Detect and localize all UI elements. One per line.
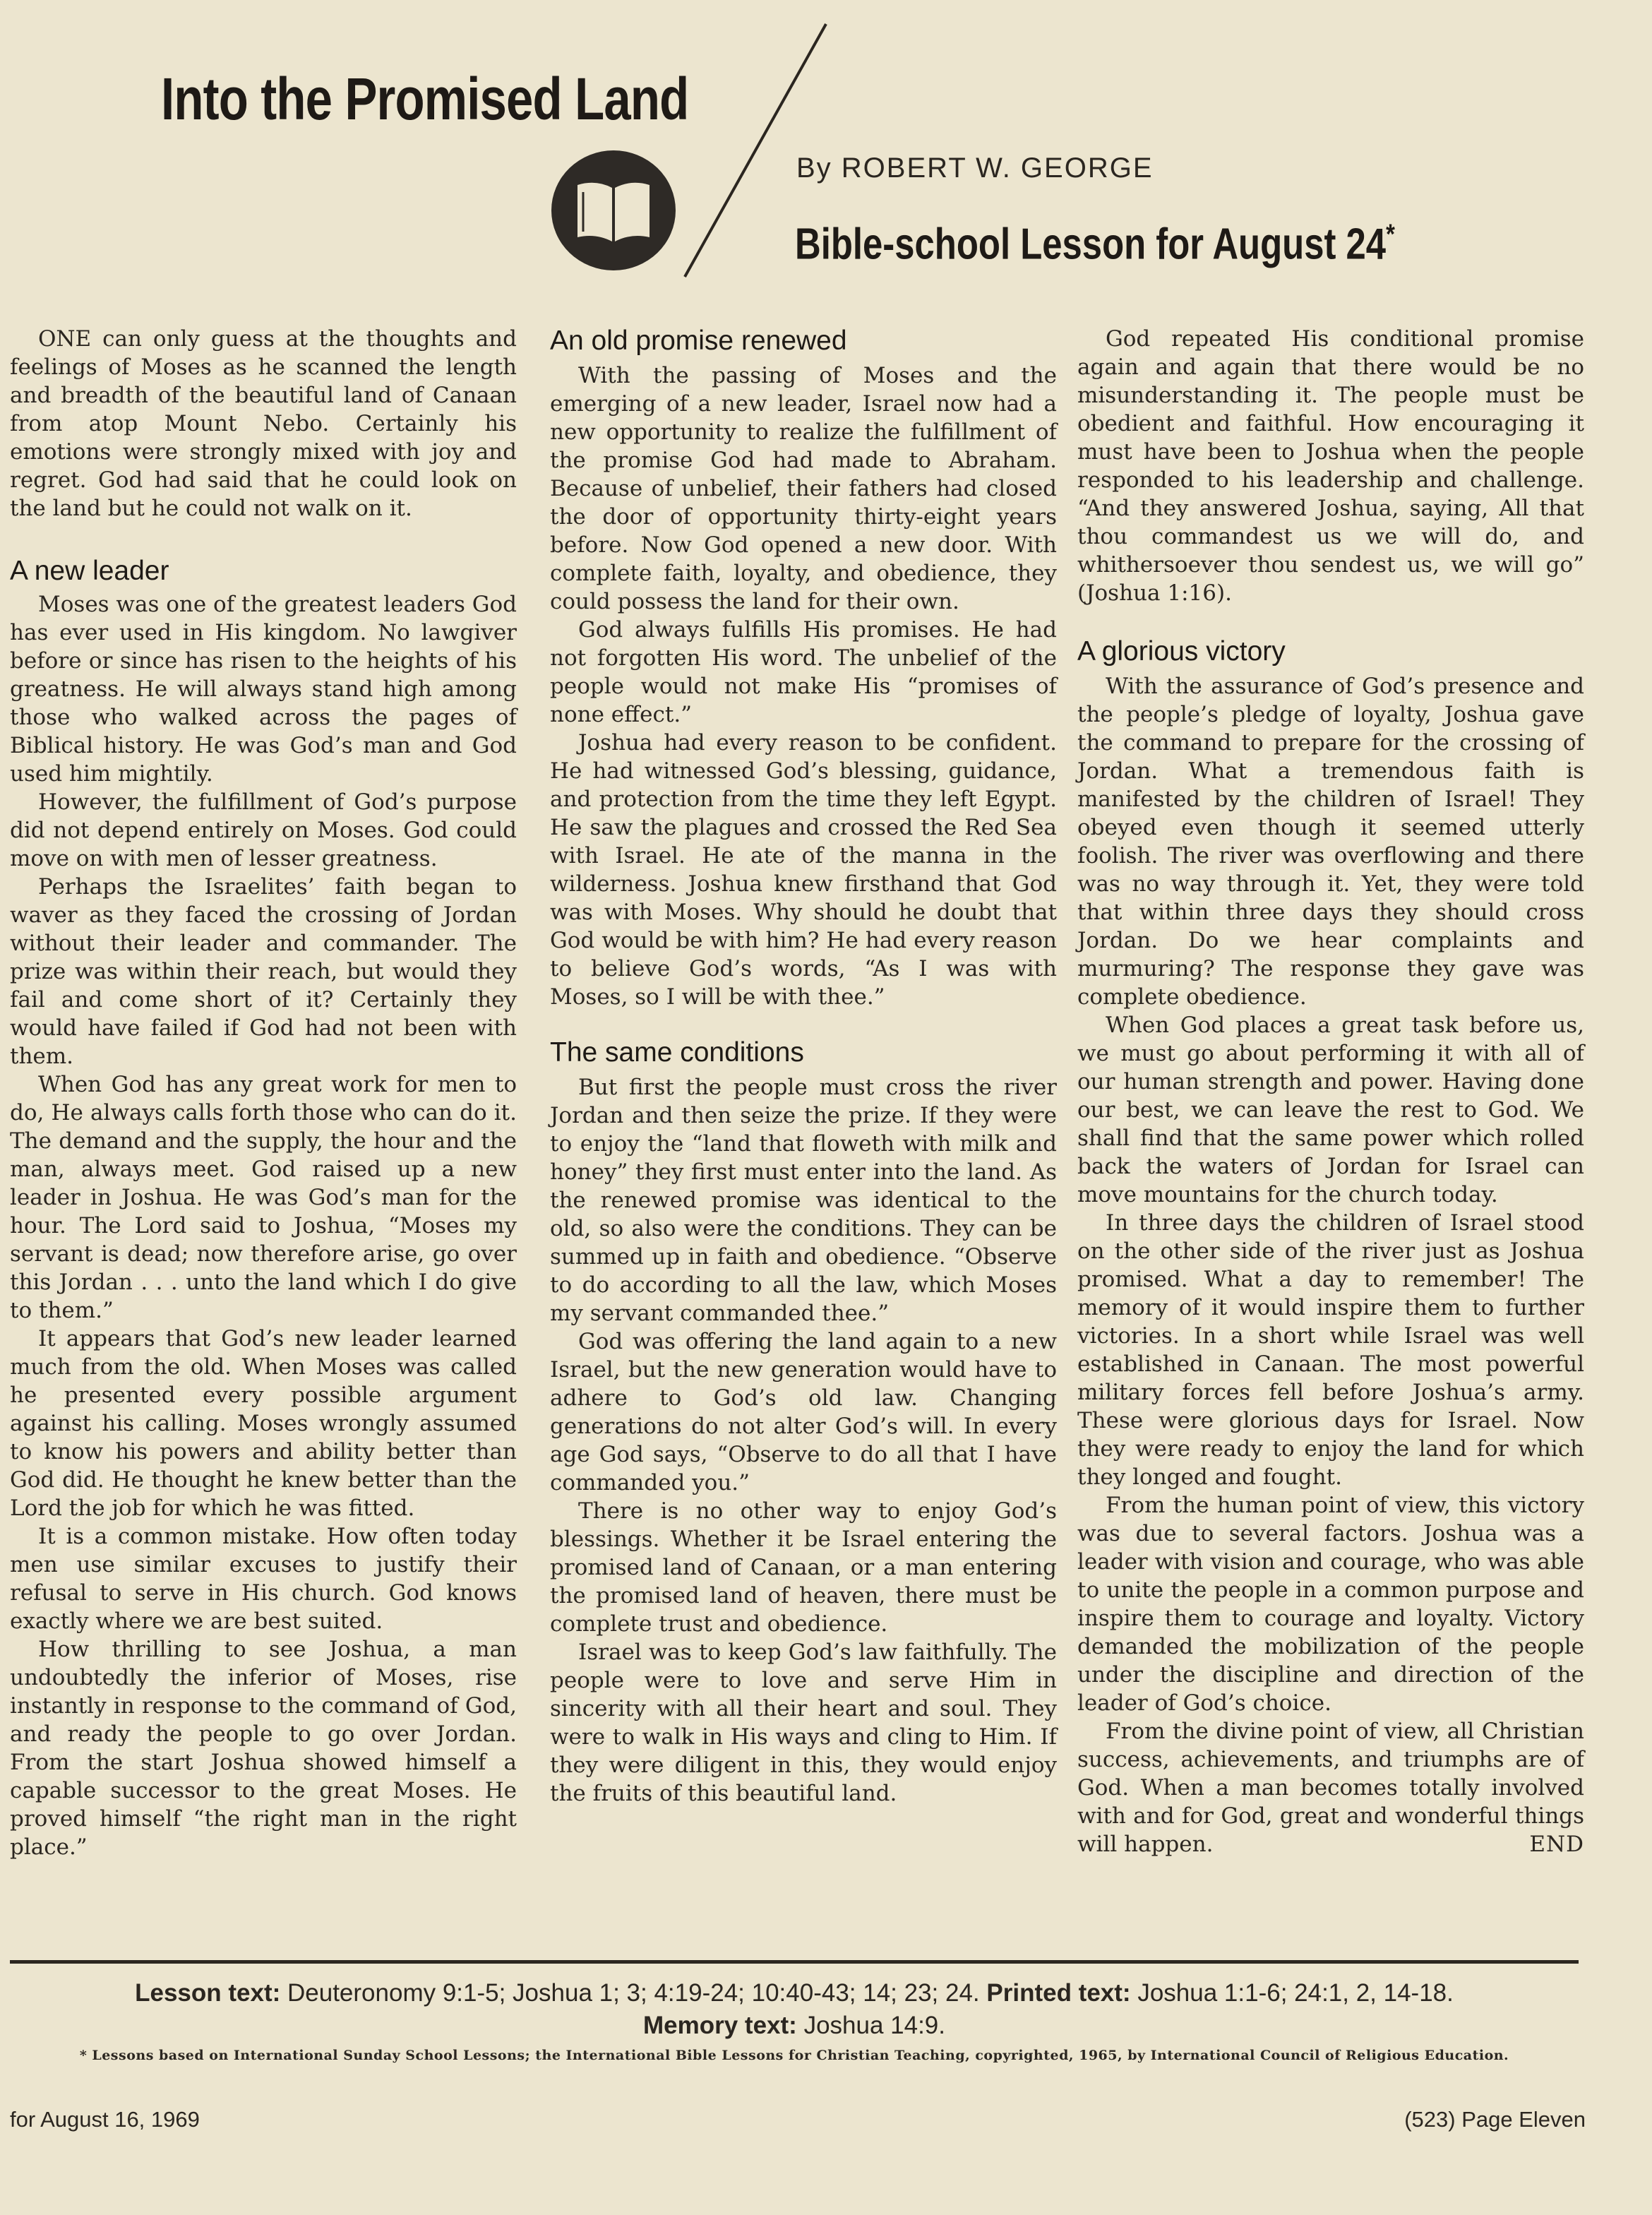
column-3: [1077, 325, 1584, 1858]
paragraph: In three days the children of Israel stood on the other side of the river just as Joshua promised. What a day to remember! The memory of it would inspire them to further victories. In a short while Israel was well established in Canaan. The most powerful military forces fell before Joshua’s army. These were glorious days for Israel. Now they were ready to enjoy the land for which they longed and fought.: [1077, 1210, 1584, 1490]
paragraph: But first the people must cross the river Jordan and then seize the prize. If they were to enjoy the “land that floweth with milk and honey” they first must enter into the land. As the renewed promise was identical to the old, so also were the conditions. They can be summed up in faith and obedience. “Observe to do according to all the law, which Moses my servant commanded thee.”: [550, 1075, 1057, 1326]
paragraph: However, the fulfillment of God’s purpose did not depend entirely on Moses. God could move on with men of lesser greatness.: [10, 789, 517, 871]
lesson-references: [10, 1977, 1579, 2042]
lesson-heading: [795, 219, 1395, 270]
paragraph: Joshua had every reason to be confident. He had witnessed God’s blessing, guidance, and protection from the time they left Egypt. He saw the plagues and crossed the Red Sea with Israel. He ate of the manna in the wilderness. Joshua knew firsthand that God was with Moses. Why should he doubt that God would be with him? He had every reason to believe God’s words, “As I was with Moses, so I will be with thee.”: [550, 730, 1057, 1010]
paragraph: God always fulfills His promises. He had not forgotten His word. The unbelief of the people would not make His “promises of none effect.”: [550, 617, 1057, 727]
paragraph: When God has any great work for men to do, He always calls forth those who can do it. The demand and the supply, the hour and the man, always meet. God raised up a new leader in Joshua. He was God’s man for the hour. The Lord said to Joshua, “Moses my servant is dead; now therefore arise, go over this Jordan . . . unto the land which I do give to them.”: [10, 1072, 517, 1323]
paragraph: It is a common mistake. How often today men use similar excuses to justify their refusal to serve in His church. God knows exactly where we are best suited.: [10, 1524, 517, 1634]
lesson-text-value: Deuteronomy 9:1-5; Joshua 1; 3; 4:19-24; 10:40-43; 14; 23; 24.: [287, 1979, 980, 2007]
footnote: * Lessons based on International Sunday School Lessons; the International Bible Lessons for Christian Teaching, copyrighted, 1965, by International Council of Religious Education.: [79, 2048, 1509, 2063]
intro-paragraph: God repeated His conditional promise again and again that there would be no misunderstanding it. The people must be obedient and faithful. How encouraging it must have been to Joshua when the people responded to his leadership and challenge. “And they answered Joshua, saying, All that thou commandest us we will do, and whithersoever thou sendest us, we will go” (Joshua 1:16).: [1077, 326, 1584, 606]
page-title: Into the Promised Land: [161, 66, 689, 132]
end-mark: END: [1529, 1832, 1584, 1857]
paragraph: There is no other way to enjoy God’s blessings. Whether it be Israel entering the promised land of Canaan, or a man entering the promised land of heaven, there must be complete trust and obedience.: [550, 1498, 1057, 1637]
section-heading: A new leader: [10, 556, 169, 586]
paragraph: Moses was one of the greatest leaders God has ever used in His kingdom. No lawgiver before or since has risen to the heights of his greatness. He will always stand high among those who walked across the pages of Biblical history. He was God’s man and God used him mightily.: [10, 592, 517, 787]
section-heading: A glorious victory: [1077, 636, 1286, 667]
byline: By ROBERT W. GEORGE: [796, 153, 1154, 184]
final-paragraph: [1077, 1717, 1584, 1858]
intro-paragraph: ONE can only guess at the thoughts and feelings of Moses as he scanned the length and breadth of the beautiful land of Canaan from atop Mount Nebo. Certainly his emotions were strongly mixed with joy and regret. God had said that he could look on the land but he could not walk on it.: [10, 326, 517, 521]
footer-date: for August 16, 1969: [10, 2107, 200, 2132]
printed-text-label: Printed text:: [986, 1979, 1131, 2007]
book-icon: [549, 148, 678, 273]
divider-rule: [10, 1960, 1579, 1964]
printed-text-value: Joshua 1:1-6; 24:1, 2, 14-18.: [1137, 1979, 1454, 2007]
column-1: [10, 325, 517, 1861]
section-heading: An old promise renewed: [550, 326, 847, 356]
references-line-1: [10, 1977, 1579, 2010]
final-paragraph-text: From the divine point of view, all Christian success, achievements, and triumphs are of God. When a man becomes totally involved with and for God, great and wonderful things will happen.: [1077, 1719, 1584, 1857]
footnote-marker: *: [1386, 219, 1395, 250]
paragraph: When God places a great task before us, we must go about performing it with all of our human strength and power. Having done our best, we can leave the rest to God. We shall find that the same power which rolled back the waters of Jordan for Israel can move mountains for the church today.: [1077, 1013, 1584, 1207]
section-heading: The same conditions: [550, 1037, 804, 1068]
paragraph: With the assurance of God’s presence and the people’s pledge of loyalty, Joshua gave the command to prepare for the crossing of Jordan. What a tremendous faith is manifested by the children of Israel! They obeyed even though it seemed utterly foolish. The river was overflowing and there was no way through it. Yet, they were told that within three days they should cross Jordan. Do we hear complaints and murmuring? The response they gave was complete obedience.: [1077, 674, 1584, 1010]
lesson-heading-text: Bible-school Lesson for August 24: [795, 220, 1387, 269]
column-2: [550, 325, 1057, 1808]
paragraph: Perhaps the Israelites’ faith began to waver as they faced the crossing of Jordan without their leader and commander. The prize was within their reach, but would they fail and come short of it? Certainly they would have failed if God had not been with them.: [10, 874, 517, 1069]
paragraph: God was offering the land again to a new Israel, but the new generation would have to adhere to God’s old law. Changing generations do not alter God’s will. In every age God says, “Observe to do all that I have commanded you.”: [550, 1329, 1057, 1495]
paragraph: With the passing of Moses and the emerging of a new leader, Israel now had a new opportunity to realize the fulfillment of the promise God had made to Abraham. Because of unbelief, their fathers had closed the door of opportunity thirty-eight years before. Now God opened a new door. With complete faith, loyalty, and obedience, they could possess the land for their own.: [550, 363, 1057, 614]
paragraph: It appears that God’s new leader learned much from the old. When Moses was called he presented every possible argument against his calling. Moses wrongly assumed to know his powers and ability better than God did. He thought he knew better than the Lord the job for which he was fitted.: [10, 1326, 517, 1521]
paragraph: How thrilling to see Joshua, a man undoubtedly the inferior of Moses, rise instantly in response to the command of God, and ready the people to go over Jordan. From the start Joshua showed himself a capable successor to the great Moses. He proved himself “the right man in the right place.”: [10, 1637, 517, 1860]
paragraph: From the human point of view, this victory was due to several factors. Joshua was a leader with vision and courage, who was able to unite the people in a common purpose and inspire them to courage and loyalty. Victory demanded the mobilization of the people under the discipline and direction of the leader of God’s choice.: [1077, 1493, 1584, 1716]
lesson-text-label: Lesson text:: [135, 1979, 281, 2007]
memory-text-value: Joshua 14:9.: [803, 2012, 945, 2039]
references-line-2: [10, 2010, 1579, 2042]
paragraph: Israel was to keep God’s law faithfully. The people were to love and serve Him in sincerity with all their heart and soul. They were to walk in His ways and cling to Him. If they were diligent in this, they would enjoy the fruits of this beautiful land.: [550, 1640, 1057, 1806]
footer-page-number: (523) Page Eleven: [1404, 2107, 1586, 2132]
memory-text-label: Memory text:: [643, 2012, 797, 2039]
